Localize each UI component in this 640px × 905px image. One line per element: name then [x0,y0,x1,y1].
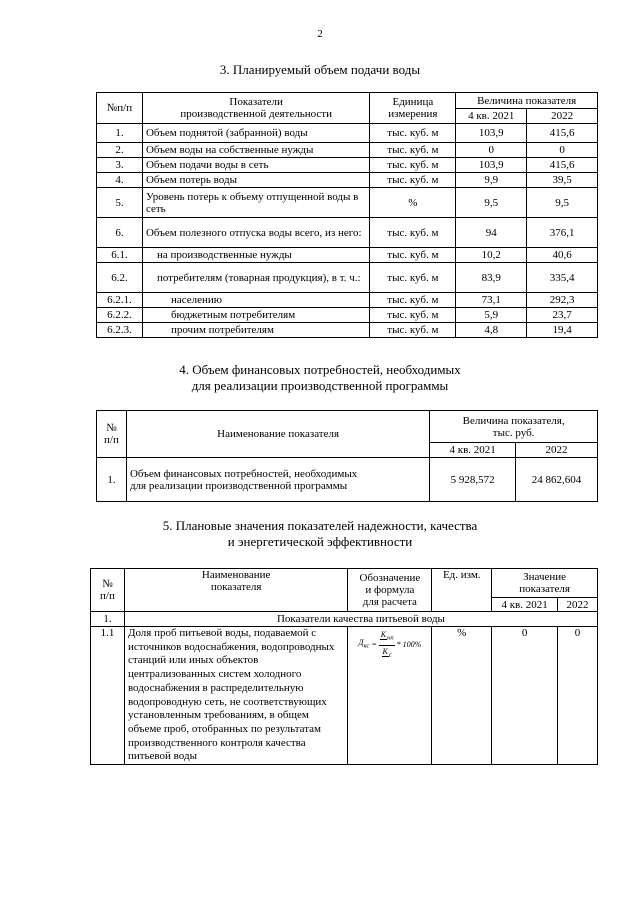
table-row: 1. Объем финансовых потребностей, необходимых для реализации производственной программы 5 928,572 24 862,604 [97,458,598,502]
quality-indicators-table [90,568,598,765]
table-row: 2. Объем воды на собственные нужды тыс. куб. м 0 0 [97,143,598,158]
table-row: 3. Объем подачи воды в сеть тыс. куб. м 103,9 415,6 [97,158,598,173]
col-2022-header: 2022 [516,443,598,458]
col-2021-header: 4 кв. 2021 [456,109,527,124]
table-row: 6.1. на производственные нужды тыс. куб. м 10,2 40,6 [97,248,598,263]
group-row: 1. Показатели качества питьевой воды [91,612,598,627]
col-num-header: № п/п [91,569,125,612]
col-2021-header: 4 кв. 2021 [492,598,558,612]
col-formula-header: Обозначение и формула для расчета [348,569,432,612]
table-row: 6.2. потребителям (товарная продукция), в т. ч.: тыс. куб. м 83,9 335,4 [97,263,598,293]
table-row: 6.2.2. бюджетным потребителям тыс. куб. м 5,9 23,7 [97,308,598,323]
col-2022-header: 2022 [527,109,598,124]
col-value-header: Величина показателя [456,93,598,109]
table-row: 1.1 Доля проб питьевой воды, подаваемой с источников водоснабжения, водопроводных станций или иных объектов централизованных систем холодного водоснабжения в распределительную водопроводную сеть, не соответствующих установленным требованиям, в общем объеме проб, отобранных по результатам производственного контроля качества питьевой воды $Д_{кс}$ = $\frac{К_{нп}}{К_с}$ * 100% % 0 0 [91,627,598,765]
col-2022-header: 2022 [558,598,598,612]
section3-title: 3. Планируемый объем подачи воды [219,62,421,77]
col-num-header: №п/п [97,93,143,124]
col-unit-header: Ед. изм. [432,569,492,612]
col-num-header: № п/п [97,411,127,458]
page-number: 2 [317,28,323,40]
water-supply-table [96,92,598,338]
section5-title: 5. Плановые значения показателей надежности, качества и энергетической эффективности [162,518,478,549]
col-indicator-header: Показатели производственной деятельности [142,93,369,124]
col-value-header: Величина показателя, тыс. руб. [430,411,598,443]
col-unit-header: Единица измерения [370,93,456,124]
table-row: 6.2.3. прочим потребителям тыс. куб. м 4,8 19,4 [97,323,598,338]
formula-expression: $Д_{кс}$ = $\frac{К_{нп}}{К_с}$ * 100% [358,630,422,659]
col-value-header: Значение показателя [492,569,598,598]
col-name-header: Наименование показателя [124,569,347,612]
table-row: 6.2.1. населению тыс. куб. м 73,1 292,3 [97,293,598,308]
table-row: 1. Объем поднятой (забранной) воды тыс. куб. м 103,9 415,6 [97,124,598,143]
table-row: 6. Объем полезного отпуска воды всего, из него: тыс. куб. м 94 376,1 [97,218,598,248]
col-2021-header: 4 кв. 2021 [430,443,516,458]
col-name-header: Наименование показателя [126,411,429,458]
section4-title: 4. Объем финансовых потребностей, необходимых для реализации производственной программы [179,362,461,393]
table-row: 4. Объем потерь воды тыс. куб. м 9,9 39,5 [97,173,598,188]
table-row: 5. Уровень потерь к объему отпущенной воды в сеть % 9,5 9,5 [97,188,598,218]
financial-needs-table [96,410,598,502]
